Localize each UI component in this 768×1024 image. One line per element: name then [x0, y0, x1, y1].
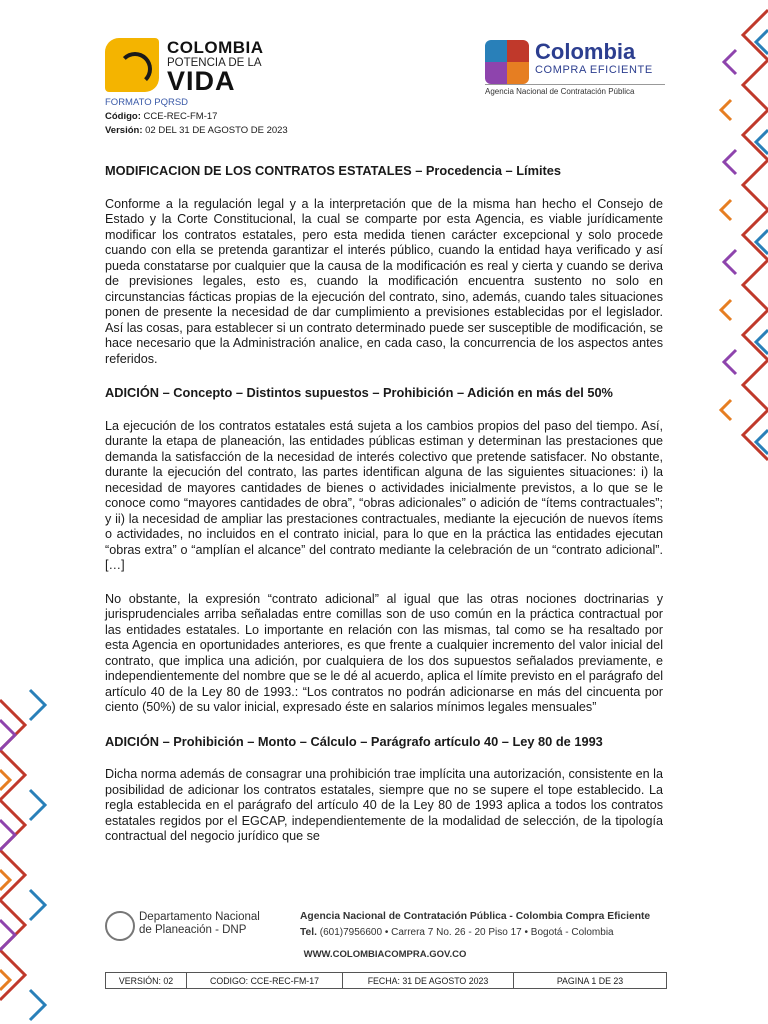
right-decorative-pattern [716, 0, 768, 1024]
dnp-line-1: Departamento Nacional [139, 911, 260, 923]
dnp-seal-icon [105, 911, 135, 941]
page-footer [105, 903, 665, 1023]
footer-codigo: CODIGO: CCE-REC-FM-17 [187, 973, 343, 988]
paragraph-2: La ejecución de los contratos estatales está sujeta a los cambios propios del paso del tiempo. Así, durante la etapa de planeación, las entidades públicas estiman y determinan las prestaciones que demanda la satisfacción de la necesidad de interés colectivo que pretende satisfacer. No obstante, durante la ejecución del contrato, las partes identifican alguna de las siguientes situaciones: i) la necesidad de mayores cantidades de bienes o actividades inicialmente previstos, a lo que se le conoce como “mayores cantidades de obra”, “obras adicionales” o adición de “ítems contractuales”; y ii) la necesidad de ampliar las prestaciones contractuales, mediante la ejecución de nuevos ítems o actividades, no incluidos en el contrato inicial, para lo que en la práctica las entidades ejecutan “obras extra” o “amplían el alcance” del contrato mediante la celebración de un “contrato adicional”. […] [105, 418, 663, 572]
agency-contact [300, 909, 670, 941]
tel-label: Tel. [300, 927, 317, 938]
colombia-compra-name: Colombia [535, 39, 636, 64]
footer-pagina: PAGINA 1 DE 23 [556, 975, 624, 986]
colombia-potencia-icon [105, 38, 159, 92]
document-meta [105, 96, 288, 138]
codigo-value: CCE-REC-FM-17 [143, 111, 218, 122]
dnp-line-2: de Planeación - DNP [139, 924, 247, 936]
document-body [105, 163, 663, 863]
footer-info-bar [105, 972, 667, 989]
logo-line-2: POTENCIA DE LA [167, 57, 262, 69]
version-label: Versión: [105, 125, 143, 136]
footer-version: VERSIÓN: 02 [106, 973, 187, 988]
paragraph-1: Conforme a la regulación legal y a la interpretación que de la misma han hecho el Consejo de Estado y la Corte Constitucional, la cual se comparte por esta Agencia, es viable jurídicamente modificar los contratos estatales, pero esta medida tienen carácter excepcional y solo procede cuando con ella se pretenda garantizar el interés público, cuando la entidad haya verificado y así pueda constatarse por cualquier que la causa de la modificación es real y cierta y cuando se deriva de previsiones legales, esto es, cuando la modificación encuentra sustento no solo en circunstancias fácticas propias de la ejecución del contrato, sino, además, cuando tales situaciones ponen de presente la necesidad de dar cumplimiento a previsiones establecidas por el legislador. Así las cosas, para establecer si un contrato determinado puede ser susceptible de modificación, se hace necesario que la Administración analice, en cada caso, la concurrencia de los aspectos antes referidos. [105, 196, 663, 366]
colombia-potencia-logo [105, 36, 265, 94]
section-heading-modificacion: MODIFICACION DE LOS CONTRATOS ESTATALES – Procedencia – Límites [105, 163, 562, 178]
paragraph-4: Dicha norma además de consagrar una prohibición trae implícita una autorización, consistente en la posibilidad de adicionar los contratos estatales, siempre que no se supere el tope establecido. La regla establecida en el parágrafo del artículo 40 de la Ley 80 de 1993 aplica a todos los contratos estatales regidos por el EGCAP, independientemente de la modalidad de selección, de la tipología contractual del negocio jurídico que se [105, 767, 663, 843]
logo-line-3: VIDA [167, 66, 236, 96]
agency-address: (601)7956600 • Carrera 7 No. 26 - 20 Piso 17 • Bogotá - Colombia [319, 927, 614, 938]
website-link[interactable]: WWW.COLOMBIACOMPRA.GOV.CO [303, 949, 467, 960]
format-label: FORMATO PQRSD [105, 97, 189, 108]
section-heading-adicion-concepto: ADICIÓN – Concepto – Distintos supuestos – Prohibición – Adición en más del 50% [105, 385, 613, 400]
left-decorative-pattern [0, 0, 50, 1024]
codigo-label: Código: [105, 111, 141, 122]
footer-fecha: FECHA: 31 DE AGOSTO 2023 [343, 973, 514, 988]
colombia-compra-logo [485, 36, 675, 96]
colombia-compra-emblem-icon [485, 40, 529, 84]
colombia-compra-sub: COMPRA EFICIENTE [535, 64, 653, 76]
agency-name: Agencia Nacional de Contratación Pública - Colombia Compra Eficiente [300, 911, 651, 922]
colombia-compra-agency: Agencia Nacional de Contratación Pública [485, 84, 665, 96]
section-heading-adicion-prohibicion: ADICIÓN – Prohibición – Monto – Cálculo – Parágrafo artículo 40 – Ley 80 de 1993 [105, 733, 603, 749]
paragraph-3: No obstante, la expresión “contrato adicional” al igual que las otras nociones doctrinarias y jurisprudenciales arriba señaladas entre comillas son de uso común en la práctica contractual por las entidades estatales. Lo importante en relación con las mismas, tal como se ha resaltado por esta Agencia en oportunidades anteriores, es que frente a cualquier incremento del valor inicial del contrato, que implica una adición, por cualquiera de los dos supuestos señalados previamente, e independientemente del nombre que se le dé al acuerdo, aplica el límite previsto en el parágrafo del artículo 40 de la Ley 80 de 1993.: “Los contratos no podrán adicionarse en más del cincuenta por ciento (50%) de su valor inicial, expresado éste en salarios mínimos legales mensuales” [105, 591, 663, 714]
logo-line-1: COLOMBIA [167, 38, 264, 57]
version-value: 02 DEL 31 DE AGOSTO DE 2023 [145, 125, 288, 136]
